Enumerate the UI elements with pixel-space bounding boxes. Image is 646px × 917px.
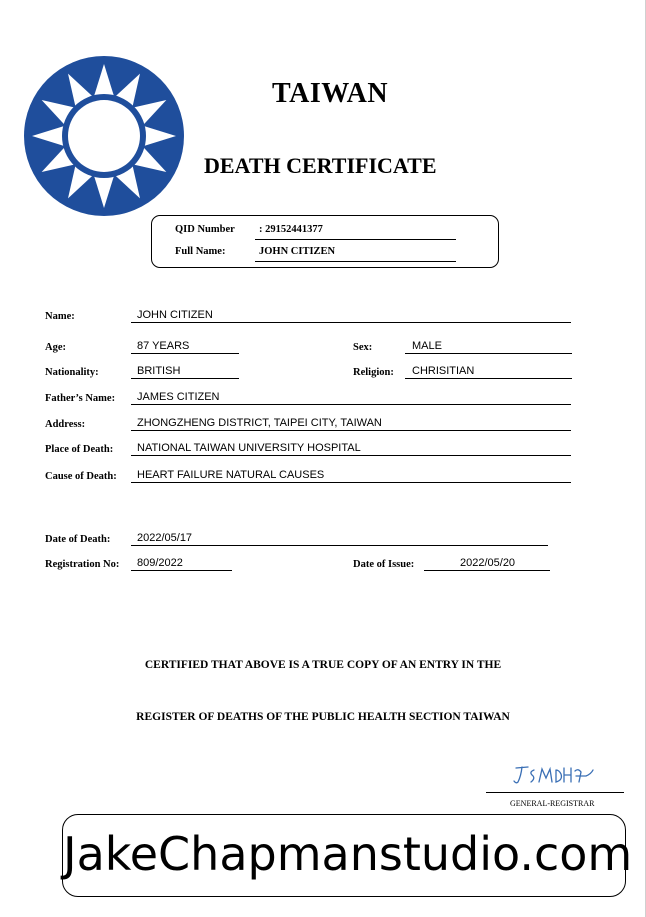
watermark-banner: JakeChapmanstudio.com xyxy=(62,814,626,897)
registrar-title: GENERAL-REGISTRAR xyxy=(510,799,595,808)
registration-underline xyxy=(131,570,232,571)
father-value: JAMES CITIZEN xyxy=(137,391,220,403)
white-sun-emblem-icon xyxy=(24,56,184,216)
signature-line xyxy=(486,792,624,793)
fullname-underline xyxy=(255,261,456,262)
certification-line-1: CERTIFIED THAT ABOVE IS A TRUE COPY OF AN ENTRY IN THE xyxy=(144,659,502,671)
age-underline xyxy=(131,353,239,354)
cause-value: HEART FAILURE NATURAL CAUSES xyxy=(137,469,325,481)
fullname-value: JOHN CITIZEN xyxy=(259,246,336,257)
qid-value: : 29152441377 xyxy=(259,224,323,235)
religion-value: CHRISITIAN xyxy=(412,365,475,377)
qid-underline xyxy=(255,239,456,240)
registration-label: Registration No: xyxy=(45,559,120,570)
address-label: Address: xyxy=(45,419,86,430)
cause-label: Cause of Death: xyxy=(45,471,117,482)
document-title: TAIWAN xyxy=(272,78,389,109)
name-underline xyxy=(131,322,571,323)
issue-label: Date of Issue: xyxy=(353,559,415,570)
dod-underline xyxy=(131,545,548,546)
dod-label: Date of Death: xyxy=(45,534,111,545)
cause-underline xyxy=(131,482,571,483)
document-subtitle: DEATH CERTIFICATE xyxy=(204,153,437,178)
nationality-label: Nationality: xyxy=(45,367,99,378)
name-value: JOHN CITIZEN xyxy=(137,309,213,321)
registration-value: 809/2022 xyxy=(137,557,183,569)
sex-label: Sex: xyxy=(353,342,373,353)
sex-underline xyxy=(405,353,572,354)
age-label: Age: xyxy=(45,342,66,353)
sex-value: MALE xyxy=(412,340,442,352)
place-value: NATIONAL TAIWAN UNIVERSITY HOSPITAL xyxy=(137,442,361,454)
name-label: Name: xyxy=(45,311,75,322)
issue-value: 2022/05/20 xyxy=(460,557,516,569)
age-value: 87 YEARS xyxy=(137,340,190,352)
nationality-underline xyxy=(131,378,239,379)
address-value: ZHONGZHENG DISTRICT, TAIPEI CITY, TAIWAN xyxy=(137,417,382,429)
place-underline xyxy=(131,455,571,456)
id-box xyxy=(151,215,499,268)
qid-label: QID Number xyxy=(175,224,235,235)
father-label: Father’s Name: xyxy=(45,393,116,404)
fullname-label: Full Name: xyxy=(175,246,226,257)
religion-label: Religion: xyxy=(353,367,394,378)
place-label: Place of Death: xyxy=(45,444,114,455)
father-underline xyxy=(131,404,571,405)
dod-value: 2022/05/17 xyxy=(137,532,193,544)
certification-line-2: REGISTER OF DEATHS OF THE PUBLIC HEALTH SECTION TAIWAN xyxy=(136,711,510,723)
issue-underline xyxy=(424,570,550,571)
address-underline xyxy=(131,430,571,431)
registrar-signature xyxy=(512,762,596,788)
nationality-value: BRITISH xyxy=(137,365,181,377)
religion-underline xyxy=(405,378,572,379)
